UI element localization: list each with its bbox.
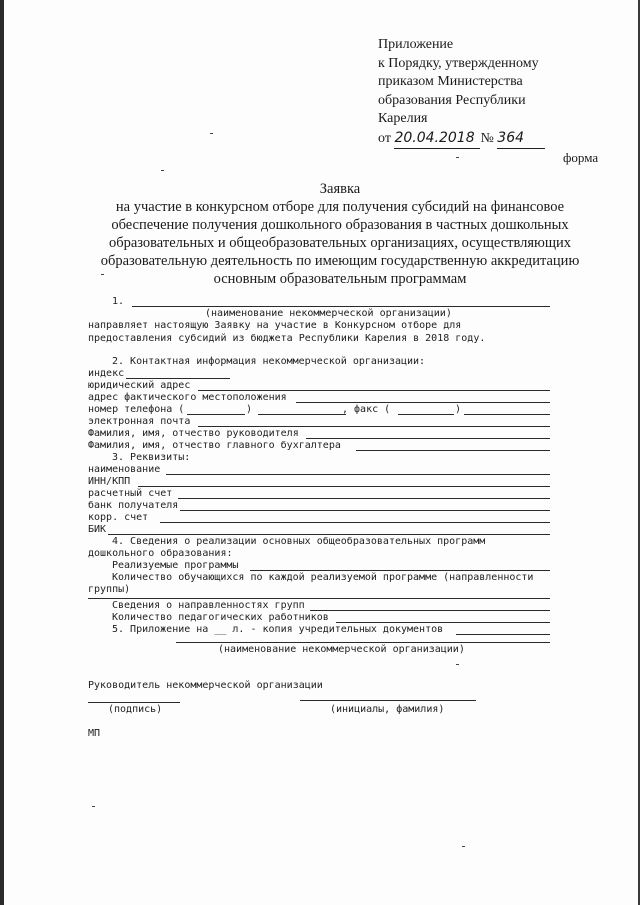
scan-speck [462,846,465,847]
subtitle-line-4: образовательную деятельность по имеющим государственную аккредитацию [100,253,580,269]
name-label: наименование [88,464,161,475]
head-name-label: Фамилия, имя, отчество руководителя [88,428,299,439]
attachment-label: 5. Приложение на __ л. - копия учредительных документов [112,624,444,635]
section-1-text-2: предоставления субсидий из бюджета Республики Карелия в 2018 году. [88,333,486,344]
org-name-caption-2: (наименование некоммерческой организации) [218,644,465,655]
programs-label: Реализуемые программы [112,560,239,571]
bank-field[interactable] [180,510,550,511]
name-field[interactable] [166,474,550,475]
subtitle-line-1: на участие в конкурсном отборе для получения субсидий на финансовое [115,199,565,215]
scan-speck [101,274,104,275]
initials-caption: (инициалы, фамилия) [330,704,445,715]
teachers-label: Количество педагогических работников [112,612,329,623]
scan-speck [161,170,164,171]
signature-field[interactable] [88,702,180,703]
bik-label: БИК [88,524,107,535]
attachment-field[interactable] [456,634,550,635]
appendix-line-2: к Порядку, утвержденному [378,55,539,71]
document-title: Заявка [319,181,361,197]
students-label-1: Количество обучающихся по каждой реализуемой программе (направленности [112,572,534,583]
appendix-line-5: Карелия [378,111,428,126]
accountant-name-field[interactable] [356,450,550,451]
signature-caption: (подпись) [108,704,163,715]
scan-speck [210,133,213,134]
org-name-caption: (наименование некоммерческой организации) [205,308,452,319]
appendix-line-1: Приложение [378,37,454,52]
appendix-number: 364 [497,129,525,146]
form-label: форма [563,150,599,165]
section-1-text-1: направляет настоящую Заявку на участие в Конкурсном отборе для [88,320,462,331]
appendix-line-3: приказом Министерства [378,74,523,89]
phone-number-field[interactable] [258,414,346,415]
section-4-text-1: 4. Сведения о реализации основных общеобразовательных программ [112,536,486,547]
phone-close: ) [246,404,253,415]
fax-label: , факс ( [342,404,391,415]
org-name-field[interactable] [132,306,550,307]
scan-speck [456,157,459,158]
appendix-date: 20.04.2018 [394,129,475,146]
programs-field[interactable] [250,570,550,571]
email-label: электронная почта [88,416,191,427]
account-field[interactable] [178,498,550,499]
appendix-date-line [378,129,578,150]
appendix-line-4: образования Республики [378,92,526,108]
stamp-label: МП [88,728,101,739]
email-field[interactable] [198,426,550,427]
section-1-number: 1. [112,296,125,307]
students-field[interactable] [88,598,550,599]
org-name-field-2[interactable] [176,642,550,643]
fax-number-field[interactable] [464,414,550,415]
students-label-2: группы) [88,584,131,595]
account-label: расчетный счет [88,488,173,499]
bank-label: банк получателя [88,500,179,511]
head-name-field[interactable] [306,438,550,439]
scan-speck [456,664,459,665]
fax-close: ) [455,404,462,415]
phone-label: номер телефона ( [88,404,185,415]
groups-label: Сведения о направленностях групп [112,600,305,611]
legal-address-field[interactable] [198,390,550,391]
index-label: индекс [88,368,125,379]
scan-speck [92,806,95,807]
section-4-text-2: дошкольного образования: [88,548,233,559]
appendix-no: № [480,130,494,146]
inn-label: ИНН/КПП [88,476,131,487]
appendix-header [378,36,578,149]
appendix-from: от [378,130,391,146]
corr-field[interactable] [160,522,550,523]
scan-edge-left [0,0,4,905]
document-subtitle [90,198,590,288]
subtitle-line-5: основным образовательным программам [213,271,467,287]
actual-address-field[interactable] [296,402,550,403]
subtitle-line-3: образовательных и общеобразовательных организациях, осуществляющих [108,235,572,251]
initials-field[interactable] [300,700,476,701]
teachers-field[interactable] [336,622,550,623]
fax-code-field[interactable] [398,414,454,415]
actual-address-label: адрес фактического местоположения [88,392,287,403]
subtitle-line-2: обеспечение получения дошкольного образования в частных дошкольных [111,217,569,233]
section-2-title: 2. Контактная информация некоммерческой организации: [112,356,426,367]
index-field[interactable] [126,378,230,379]
phone-code-field[interactable] [187,414,245,415]
groups-field[interactable] [310,610,550,611]
inn-field[interactable] [138,486,550,487]
corr-label: корр. счет [88,512,149,523]
head-sign-label: Руководитель некоммерческой организации [88,680,323,691]
section-3-title: 3. Реквизиты: [112,452,191,463]
accountant-name-label: Фамилия, имя, отчество главного бухгалтера [88,440,341,451]
legal-address-label: юридический адрес [88,380,191,391]
bik-field[interactable] [108,534,550,535]
